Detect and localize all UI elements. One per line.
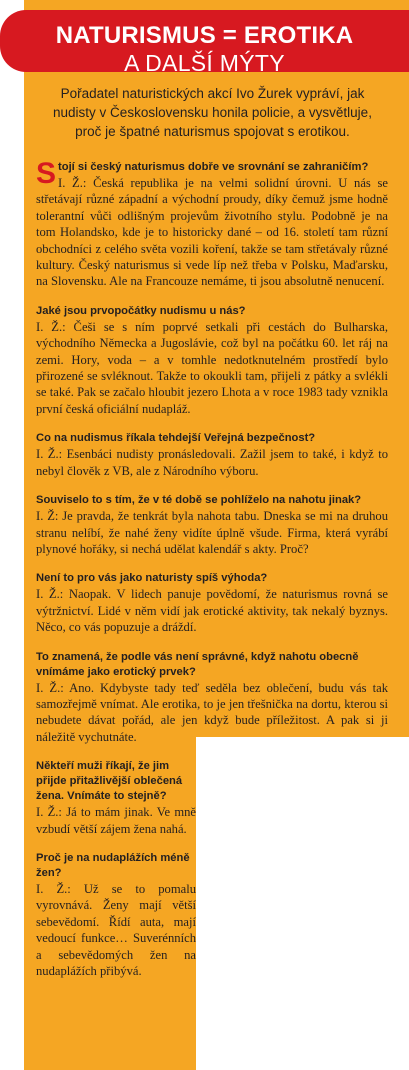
question-6: To znamená, že podle vás není správné, když nahotu obecně vnímáme jako erotický prvek? [36,650,359,678]
drop-cap: S [36,157,57,190]
qa-block-7 [36,759,196,837]
qa-block-1 [36,157,388,290]
answer-4: I. Ž: Je pravda, že tenkrát byla nahota tabu. Dneska se mi na druhou stranu nelíbí, že nahé ženy vidíte úplně všude. Firma, která vyrábí plynové hořáky, si nechá udělat kalendář s akty. Proč? [36,509,388,556]
question-3: Co na nudismus říkala tehdejší Veřejná bezpečnost? [36,432,316,445]
qa-block-6 [36,650,388,746]
blank-area [196,737,409,1070]
answer-3: I. Ž.: Esenbáci nudisty pronásledovali. Zažil jsem to také, i když to nebyl člověk z VB, ale z Národního výboru. [36,447,388,478]
answer-8: I. Ž.: Už se to pomalu vyrovnává. Ženy mají větší sebevědomí. Řídí auta, mají vedoucí funkce… Suverénních a sebevědomých žen na nudaplážích přibývá. [36,881,196,978]
answer-5: I. Ž.: Naopak. V lidech panuje povědomí, že naturismus rovná se výtržnictví. Lidé v něm vidí jak erotické aktivity, tak nekalý byznys. Něco, co vás popuzuje a dráždí. [36,587,388,635]
question-1-text: tojí si český naturismus dobře ve srovnání se zahraničím? [58,161,369,173]
answer-2: I. Ž.: Češi se s ním poprvé setkali při cestách do Bulharska, východního Německa a Jugoslávie, což byl na počátku 60. let ráj na zemi. Hory, voda – a v tomhle nedotknutelném prostředí bylo přirozené se svléknout. Takže to okoukli tam, přijeli z pátky a svlékli se také. Pak se začalo hloubit jezero Lhota a v roce 1983 tady vznikla první česká oficiální nudapláž. [36,319,388,416]
qa-block-5 [36,571,388,635]
headline-banner [0,10,409,76]
answer-6: I. Ž.: Ano. Kdybyste tady teď seděla bez oblečení, budu vás tak samozřejmě vnímat. Ale erotika, to je jen třešnička na dortu, kterou si nebudete dávat pořád, ale jen když bude příležitost. A pak si ji náležitě vychutnáte. [36,680,388,744]
question-1 [36,157,388,190]
headline-subtitle: A DALŠÍ MÝTY [124,50,285,76]
question-4: Souviselo to s tím, že v té době se pohlíželo na nahotu jinak? [36,494,362,507]
question-7: Někteří muži říkají, že jim přijde přitažlivější oblečená žena. Vnímáte to stejně? [36,760,183,803]
answer-1: I. Ž.: Česká republika je na velmi solidní úrovni. U nás se střetávají různé západní a východní proudy, díky čemuž jsme hodně tolerantní vůči odlišným projevům životního stylu. Podobně je na tom Holandsko, kde je to historicky dané – od 16. století tam různí obchodníci z celého světa vozili koření, takže se tam střetávaly různé kultury. Český naturismus si vede líp než třeba v Polsku, Maďarsku, na Slovensku. Ale na Francouze nemáme, ti jsou absolutně nenucení. [36,176,388,289]
question-5: Není to pro vás jako naturisty spíš výhoda? [36,572,268,585]
answer-7: I. Ž.: Já to mám jinak. Ve mně vzbudí větší zájem žena nahá. [36,805,196,836]
lead-paragraph: Pořadatel naturistických akcí Ivo Žurek vypráví, jak nudisty v Československu honila policie, a vysvětluje, proč je špatné naturismus spojovat s erotikou. [53,86,372,139]
question-2: Jaké jsou prvopočátky nudismu u nás? [36,304,246,317]
qa-block-4 [36,493,388,557]
question-8: Proč je na nudaplážích méně žen? [36,851,190,879]
qa-block-3 [36,431,388,479]
headline-title: NATURISMUS = EROTIKA [55,22,354,49]
qa-block-8 [36,851,196,979]
qa-block-2 [36,304,388,417]
